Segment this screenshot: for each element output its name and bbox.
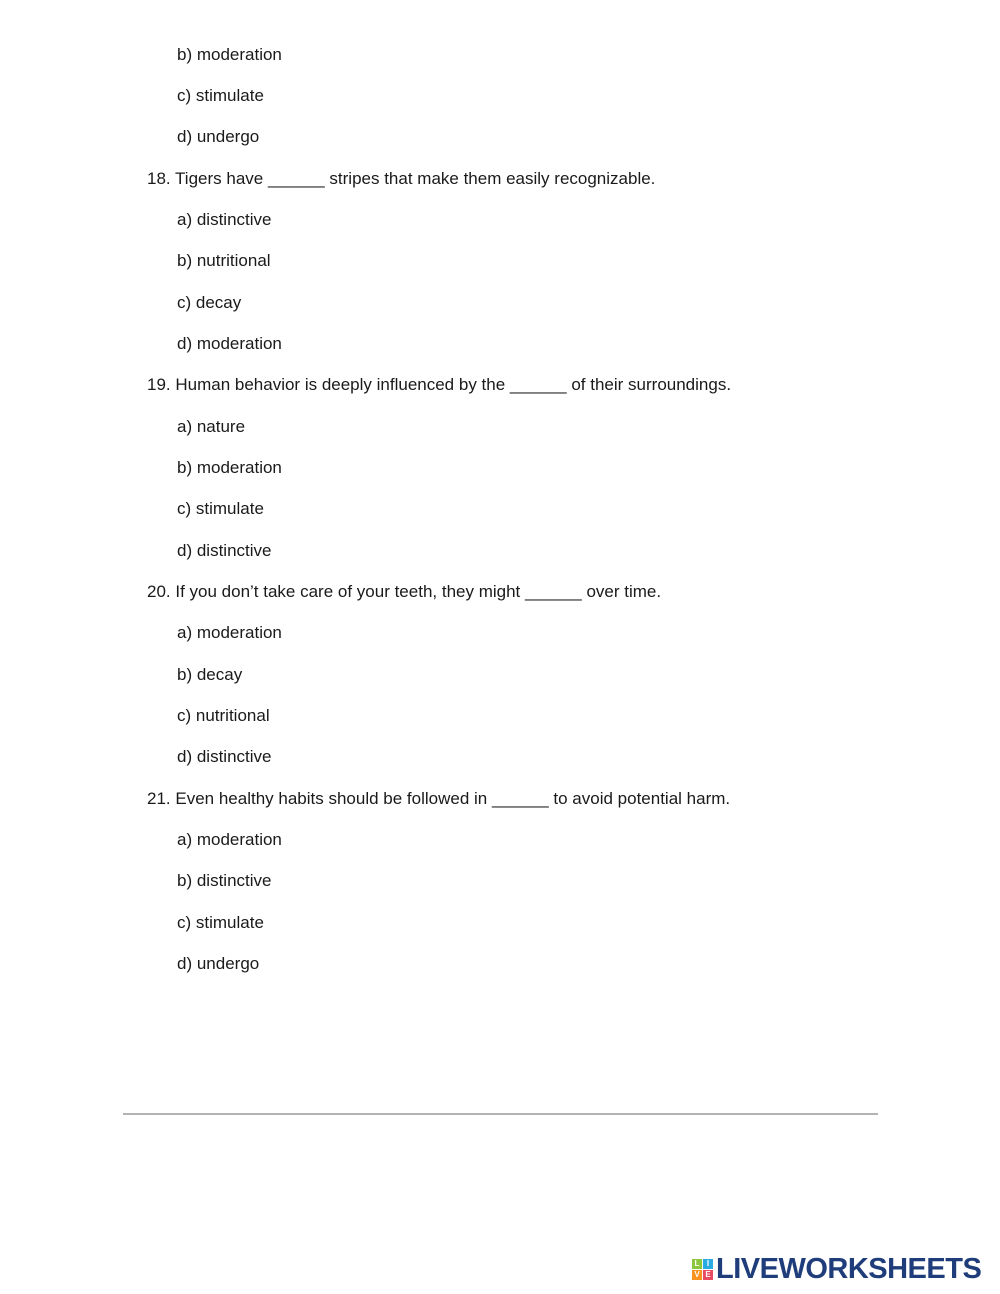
option-20-d[interactable]: d) distinctive bbox=[177, 747, 272, 766]
question-20: 20. If you don’t take care of your teeth, they might ______ over time. bbox=[147, 582, 662, 601]
option-20-c[interactable]: c) nutritional bbox=[177, 706, 270, 725]
option-carry-d[interactable]: d) undergo bbox=[177, 127, 260, 146]
option-18-a[interactable]: a) distinctive bbox=[177, 210, 272, 229]
footer-divider bbox=[123, 1113, 878, 1115]
logo-mark-icon bbox=[692, 1259, 713, 1280]
option-19-a[interactable]: a) nature bbox=[177, 417, 246, 436]
question-18: 18. Tigers have ______ stripes that make them easily recognizable. bbox=[147, 169, 656, 188]
option-19-c[interactable]: c) stimulate bbox=[177, 499, 264, 518]
liveworksheets-logo bbox=[692, 1254, 981, 1284]
logo-mark-i: I bbox=[703, 1259, 713, 1269]
option-19-b[interactable]: b) moderation bbox=[177, 458, 282, 477]
option-18-d[interactable]: d) moderation bbox=[177, 334, 282, 353]
logo-text: LIVEWORKSHEETS bbox=[716, 1253, 982, 1285]
option-20-a[interactable]: a) moderation bbox=[177, 623, 282, 642]
logo-mark-l: L bbox=[692, 1259, 702, 1269]
question-21: 21. Even healthy habits should be followed in ______ to avoid potential harm. bbox=[147, 789, 731, 808]
option-carry-c[interactable]: c) stimulate bbox=[177, 86, 264, 105]
option-carry-b[interactable]: b) moderation bbox=[177, 45, 282, 64]
option-21-b[interactable]: b) distinctive bbox=[177, 871, 272, 890]
option-21-a[interactable]: a) moderation bbox=[177, 830, 282, 849]
option-18-b[interactable]: b) nutritional bbox=[177, 251, 271, 270]
option-18-c[interactable]: c) decay bbox=[177, 293, 242, 312]
logo-mark-e: E bbox=[703, 1270, 713, 1280]
question-19: 19. Human behavior is deeply influenced by the ______ of their surroundings. bbox=[147, 375, 732, 394]
option-20-b[interactable]: b) decay bbox=[177, 665, 243, 684]
option-21-c[interactable]: c) stimulate bbox=[177, 913, 264, 932]
option-19-d[interactable]: d) distinctive bbox=[177, 541, 272, 560]
logo-mark-v: V bbox=[692, 1270, 702, 1280]
option-21-d[interactable]: d) undergo bbox=[177, 954, 260, 973]
